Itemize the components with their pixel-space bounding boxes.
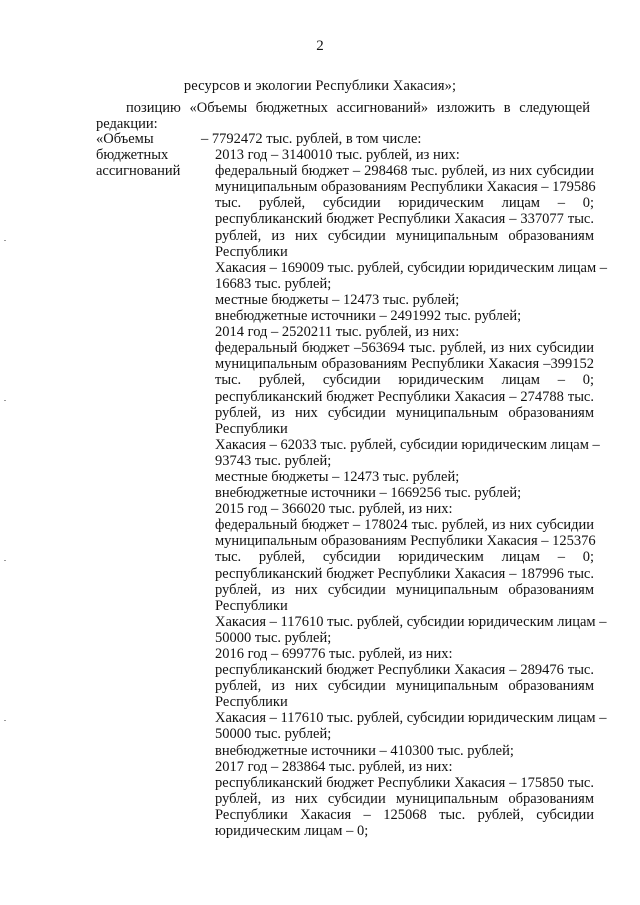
label-line: «Объемы [96, 131, 154, 147]
text-line: республиканский бюджет Республики Хакасия – 337077 тыс. [215, 211, 594, 228]
year-2017-line: 2017 год – 283864 тыс. рублей, из них: [215, 758, 453, 775]
text-line: Республики Хакасия – 125068 тыс. рублей, субсидии [215, 806, 594, 823]
text-line: рублей, из них субсидии муниципальным образованиям [215, 678, 594, 695]
text-line: рублей, из них субсидии муниципальным образованиям [215, 404, 594, 421]
total-line: – 7792472 тыс. рублей, в том числе: [201, 131, 422, 147]
scan-mark [4, 720, 6, 721]
text-line: внебюджетные источники – 2491992 тыс. рублей; [215, 308, 522, 325]
text-line: Республики [215, 597, 288, 614]
redaction-label: редакции: [96, 116, 158, 132]
scan-mark [4, 400, 6, 401]
text-line: тыс. рублей, субсидии юридическим лицам – 0; [215, 549, 594, 566]
year-2013-line: 2013 год – 3140010 тыс. рублей, из них: [215, 147, 460, 164]
text-line: муниципальным образованиям Республики Хакасия – 125376 [215, 533, 596, 550]
text-line: местные бюджеты – 12473 тыс. рублей; [215, 291, 460, 308]
text-line: внебюджетные источники – 1669256 тыс. рублей; [215, 485, 522, 502]
text-line: федеральный бюджет –563694 тыс. рублей, из них субсидии [215, 340, 594, 357]
text-line: Хакасия – 117610 тыс. рублей, субсидии юридическим лицам – [215, 710, 607, 727]
text-line: 16683 тыс. рублей; [215, 275, 332, 292]
text-line: Республики [215, 243, 288, 260]
text-line: республиканский бюджет Республики Хакасия – 274788 тыс. [215, 388, 594, 405]
table-content-cell [201, 131, 607, 840]
text-line: тыс. рублей, субсидии юридическим лицам – 0; [215, 195, 594, 212]
text-line: Хакасия – 62033 тыс. рублей, субсидии юридическим лицам – [215, 436, 600, 453]
text-line: республиканский бюджет Республики Хакасия – 289476 тыс. [215, 662, 594, 679]
text-line: федеральный бюджет – 178024 тыс. рублей, из них субсидии [215, 517, 594, 534]
text-line: тыс. рублей, субсидии юридическим лицам – 0; [215, 372, 594, 389]
text-line: рублей, из них субсидии муниципальным образованиям [215, 581, 594, 598]
text-line: федеральный бюджет – 298468 тыс. рублей, из них субсидии [215, 163, 594, 180]
text-line: Республики [215, 694, 288, 711]
text-line: 50000 тыс. рублей; [215, 726, 332, 743]
text-line: местные бюджеты – 12473 тыс. рублей; [215, 468, 460, 485]
text-line: рублей, из них субсидии муниципальным образованиям [215, 790, 594, 807]
table-label-cell [96, 131, 191, 179]
text-line: республиканский бюджет Республики Хакасия – 187996 тыс. [215, 565, 594, 582]
page-number: 2 [316, 38, 324, 54]
text-line: муниципальным образованиям Республики Хакасия – 179586 [215, 179, 596, 196]
text-line: внебюджетные источники – 410300 тыс. рублей; [215, 742, 514, 759]
year-2014-line: 2014 год – 2520211 тыс. рублей, из них: [215, 324, 460, 341]
text-line: рублей, из них субсидии муниципальным образованиям [215, 227, 594, 244]
text-line: Республики [215, 420, 288, 437]
year-2015-line: 2015 год – 366020 тыс. рублей, из них: [215, 501, 453, 518]
scan-mark [4, 240, 6, 241]
text-line: муниципальным образованиям Республики Хакасия –399152 [215, 356, 594, 373]
text-line: республиканский бюджет Республики Хакасия – 175850 тыс. [215, 774, 594, 791]
scan-mark [4, 560, 6, 561]
text-line: Хакасия – 117610 тыс. рублей, субсидии юридическим лицам – [215, 613, 607, 630]
label-line: бюджетных [96, 147, 169, 163]
intro-line: ресурсов и экологии Республики Хакасия»; [183, 78, 457, 94]
position-instruction: позицию «Объемы бюджетных ассигнований» изложить в следующей [126, 100, 590, 116]
text-line: 50000 тыс. рублей; [215, 629, 332, 646]
label-line: ассигнований [96, 163, 181, 179]
text-line: 93743 тыс. рублей; [215, 452, 332, 469]
text-line: Хакасия – 169009 тыс. рублей, субсидии юридическим лицам – [215, 259, 607, 276]
year-2016-line: 2016 год – 699776 тыс. рублей, из них: [215, 646, 453, 662]
text-line: юридическим лицам – 0; [215, 823, 369, 840]
